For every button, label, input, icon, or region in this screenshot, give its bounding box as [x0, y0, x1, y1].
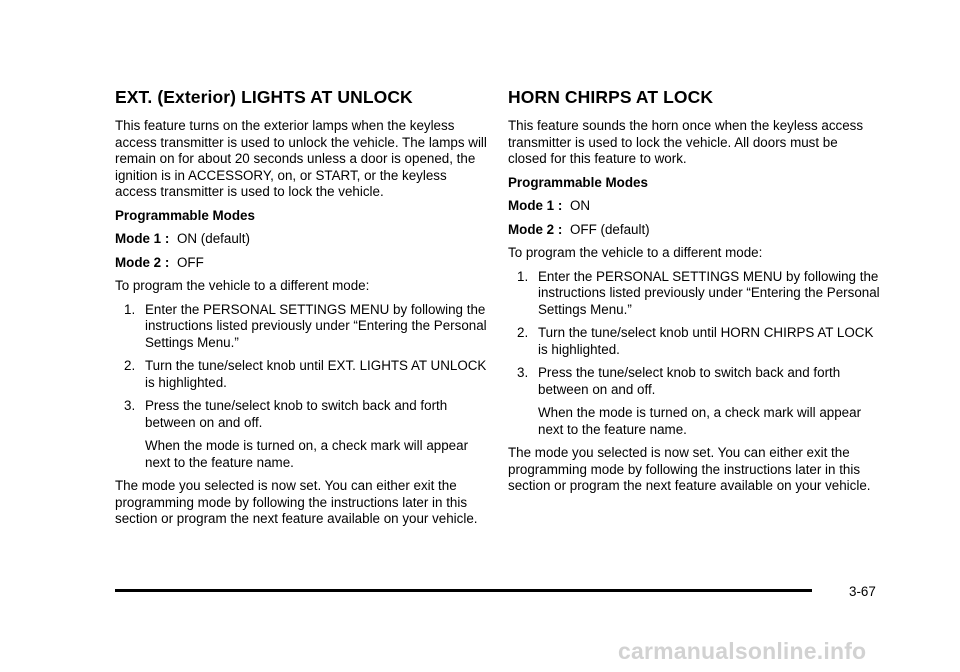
step-text: Enter the PERSONAL SETTINGS MENU by following the instructions listed previously under “Entering the Personal Settings Menu.” — [538, 268, 880, 317]
modes-heading: Programmable Modes — [115, 207, 255, 223]
left-column — [115, 86, 487, 535]
step-3 — [508, 365, 880, 438]
program-intro: To program the vehicle to a different mode: — [115, 278, 370, 293]
steps-list — [508, 269, 880, 439]
mode-1-label: Mode 1 : — [508, 198, 563, 213]
steps-list — [115, 302, 487, 472]
mode-1-value: ON — [570, 198, 591, 213]
footer-rule — [115, 589, 812, 592]
step-text: Enter the PERSONAL SETTINGS MENU by following the instructions listed previously under “Entering the Personal Settings Menu.” — [145, 301, 487, 350]
mode-2-label: Mode 2 : — [508, 221, 563, 237]
mode-2-value: OFF — [177, 254, 204, 270]
step-3 — [115, 398, 487, 471]
step-text: Press the tune/select knob to switch back and forth between on and off. — [538, 365, 841, 397]
step-text: Press the tune/select knob to switch back and forth between on and off. — [145, 398, 448, 430]
step-1 — [508, 269, 880, 319]
mode-1-label: Mode 1 : — [115, 231, 170, 246]
mode-1-value: ON (default) — [177, 231, 250, 246]
watermark: carmanualsonline.info — [618, 638, 867, 664]
right-column — [508, 86, 880, 502]
mode-1-row — [508, 198, 880, 215]
mode-2-value: OFF (default) — [570, 221, 650, 237]
step-number: 1. — [124, 301, 136, 317]
step-1 — [115, 302, 487, 352]
step-number: 3. — [517, 365, 529, 380]
closing-paragraph: The mode you selected is now set. You can either exit the programming mode by following the instructions later in this section or program the next feature available on your vehicle. — [115, 478, 478, 526]
page-number: 3-67 — [849, 584, 876, 599]
step-2 — [508, 325, 880, 358]
intro-paragraph: This feature turns on the exterior lamps when the keyless access transmitter is used to unlock the vehicle. The lamps will remain on for about 20 seconds unless a door is opened, the ignition is in ACCESSORY, on, or START, or the keyless access transmitter is used to lock the vehicle. — [115, 118, 487, 199]
step-note: When the mode is turned on, a check mark will appear next to the feature name. — [145, 438, 469, 470]
step-number: 2. — [124, 358, 136, 373]
mode-2-row — [115, 255, 487, 272]
closing-paragraph: The mode you selected is now set. You can either exit the programming mode by following the instructions later in this section or program the next feature available on your vehicle. — [508, 445, 871, 493]
step-number: 2. — [517, 325, 529, 340]
section-title-ext-lights: EXT. (Exterior) LIGHTS AT UNLOCK — [115, 87, 413, 107]
modes-heading: Programmable Modes — [508, 174, 648, 190]
mode-2-row — [508, 222, 880, 239]
step-number: 3. — [124, 398, 136, 413]
section-title-horn-chirps: HORN CHIRPS AT LOCK — [508, 87, 714, 107]
intro-paragraph: This feature sounds the horn once when the keyless access transmitter is used to lock the vehicle. All doors must be closed for this feature to work. — [508, 118, 864, 166]
step-note: When the mode is turned on, a check mark will appear next to the feature name. — [538, 405, 862, 437]
step-text: Turn the tune/select knob until EXT. LIGHTS AT UNLOCK is highlighted. — [145, 358, 487, 390]
step-text: Turn the tune/select knob until HORN CHIRPS AT LOCK is highlighted. — [538, 325, 874, 357]
mode-1-row — [115, 231, 487, 248]
program-intro: To program the vehicle to a different mode: — [508, 245, 763, 260]
step-2 — [115, 358, 487, 391]
mode-2-label: Mode 2 : — [115, 254, 170, 270]
step-number: 1. — [517, 268, 529, 284]
